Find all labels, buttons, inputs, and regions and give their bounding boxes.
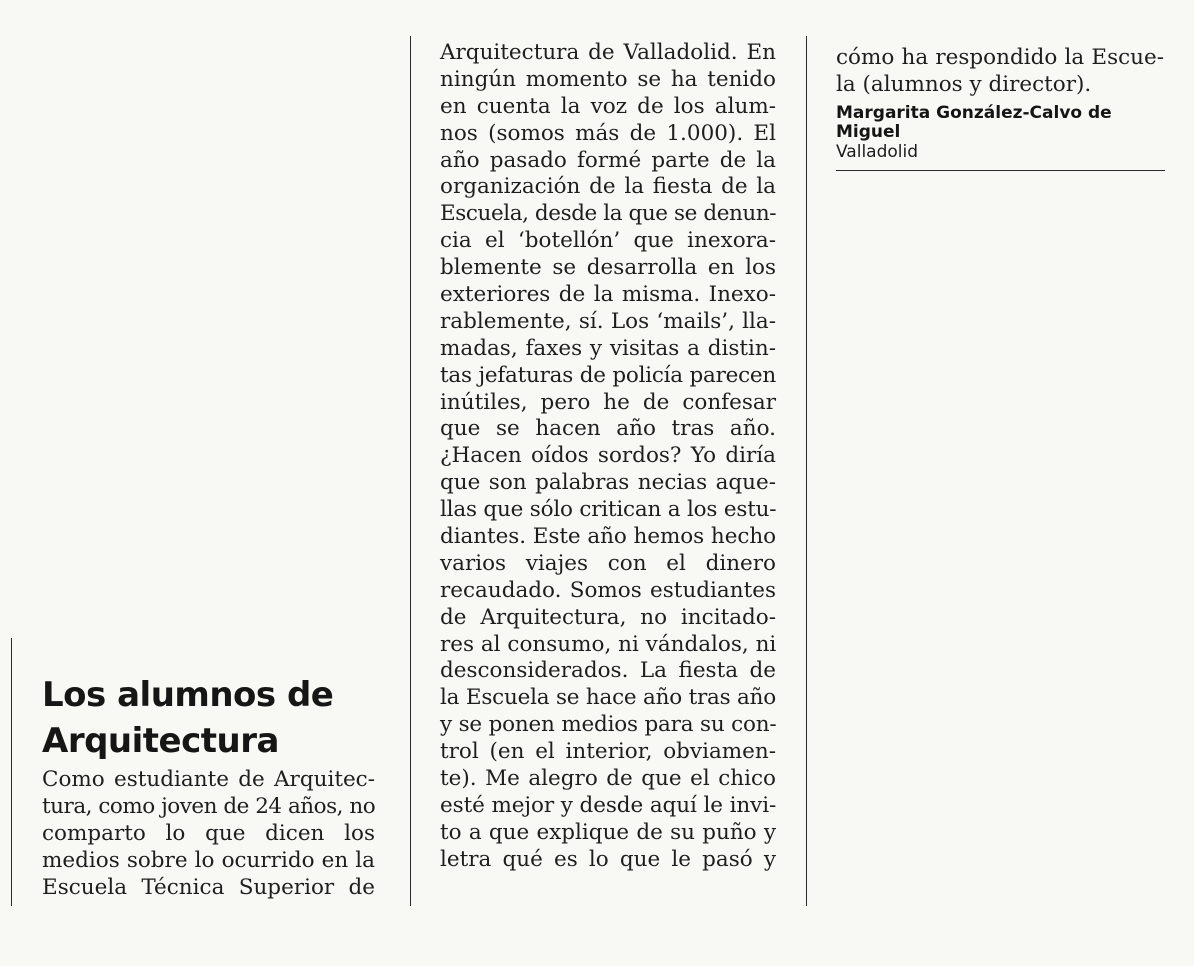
text-line: diantes. Este año hemos hecho (440, 524, 776, 550)
column-rule-left (11, 638, 12, 906)
text-line: desconsiderados. La fiesta de (440, 658, 776, 684)
text-line: Escuela, desde la que se denun- (440, 201, 777, 227)
text-line: en cuenta la voz de los alum- (440, 93, 776, 119)
text-line: de Arquitectura, no incitado- (440, 604, 776, 630)
text-line: llas que sólo critican a los estu- (440, 497, 777, 523)
text-line: recaudado. Somos estudiantes (440, 577, 776, 603)
text-line: Arquitectura de Valladolid. En (440, 40, 776, 65)
text-line: varios viajes con el dinero (440, 550, 776, 576)
body-column-1 (42, 767, 375, 901)
text-line: Escuela Técnica Superior de (42, 874, 375, 900)
text-line: te). Me alegro de que el chico (440, 766, 776, 792)
letter-headline (42, 672, 382, 764)
text-line: inútiles, pero he de confesar (440, 389, 776, 415)
headline-line: Arquitectura (42, 721, 279, 761)
text-line: to a que explique de su puño y (440, 819, 776, 845)
text-line: organización de la fiesta de la (440, 174, 776, 200)
author-city: Valladolid (836, 142, 919, 162)
author-name: Miguel (836, 122, 901, 142)
text-line: ¿Hacen oídos sordos? Yo diría (440, 443, 776, 469)
text-line: tura, como joven de 24 años, no (42, 793, 376, 819)
text-line: medios sobre lo ocurrido en la (42, 847, 375, 873)
author-name: Margarita González-Calvo de (836, 103, 1112, 123)
text-line: trol (en el interior, obviamen- (440, 739, 776, 765)
text-line: la (alumnos y director). (836, 71, 1092, 97)
text-line: la Escuela se hace año tras año (440, 685, 776, 711)
text-line: Como estudiante de Arquitec- (42, 767, 375, 792)
column-rule-middle-right (806, 36, 807, 906)
letter-signature (836, 104, 1164, 162)
text-line: madas, faxes y visitas a distin- (440, 335, 776, 361)
text-line: ningún momento se ha tenido (440, 66, 776, 92)
text-line: rablemente, sí. Los ‘mails’, lla- (440, 308, 776, 334)
text-line: que se hacen año tras año. (440, 416, 776, 442)
text-line: cómo ha respondido la Escue- (836, 45, 1164, 70)
text-line: res al consumo, ni vándalos, ni (440, 631, 777, 657)
text-line: cia el ‘botellón’ que inexora- (440, 228, 776, 254)
text-line: exteriores de la misma. Inexo- (440, 282, 776, 308)
text-line: blemente se desarrolla en los (440, 255, 776, 281)
text-line: y se ponen medios para su con- (440, 712, 777, 738)
text-line: tas jefaturas de policía parecen (440, 362, 776, 388)
text-line: nos (somos más de 1.000). El (440, 120, 776, 146)
text-line: que son palabras necias aque- (440, 470, 776, 496)
body-column-2 (440, 40, 776, 874)
signature-rule (836, 170, 1165, 171)
text-line: año pasado formé parte de la (440, 147, 776, 173)
column-rule-middle-left (410, 36, 411, 906)
body-column-3 (836, 45, 1164, 99)
text-line: letra qué es lo que le pasó y (440, 846, 776, 872)
text-line: comparto lo que dicen los (42, 820, 375, 846)
headline-line: Los alumnos de (42, 675, 334, 715)
text-line: esté mejor y desde aquí le invi- (440, 792, 777, 818)
